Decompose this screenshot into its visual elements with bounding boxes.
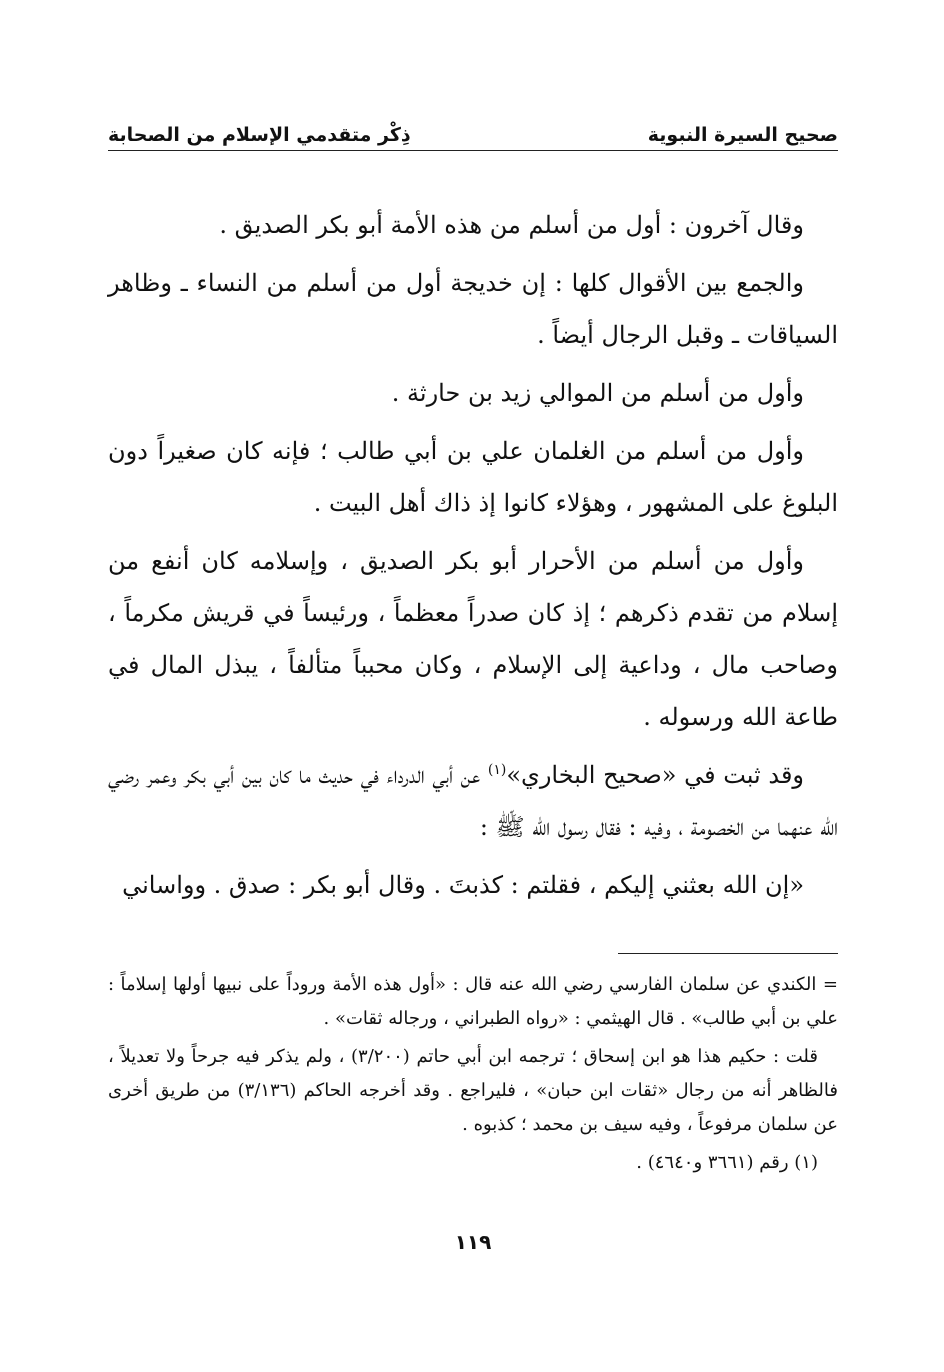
paragraph: وقال آخرون : أول من أسلم من هذه الأمة أبو بكر الصديق . (219, 211, 804, 239)
paragraph-text: وقد ثبت في «صحيح البخاري» (506, 761, 805, 789)
main-text (108, 199, 838, 911)
paragraph: والجمع بين الأقوال كلها : إن خديجة أول من أسلم من النساء ـ وظاهر السياقات ـ وقبل الرجال أيضاً . (108, 269, 838, 349)
book-page (108, 110, 838, 1270)
footnote-1: (١) رقم (٣٦٦١ و٤٦٤٠) . (636, 1152, 818, 1173)
paragraph: وأول من أسلم من الأحرار أبو بكر الصديق ، وإسلامه كان أنفع من إسلام من تقدم ذكرهم ؛ إذ كان صدراً معظماً ، ورئيساً في قريش مكرماً ، وصاحب مال ، وداعية إلى الإسلام ، وكان محبباً متألفاً ، يبذل المال في طاعة الله ورسوله . (108, 547, 838, 731)
paragraph-with-footnote (108, 749, 838, 853)
footnote-reference[interactable]: (١) (487, 762, 507, 778)
chapter-title: ذِكْر متقدمي الإسلام من الصحابة (108, 124, 411, 146)
running-header (108, 110, 838, 151)
paragraph-text: عن أبي الدرداء في حديث ما كان بين أبي بكر وعمر رضي الله عنهما من الخصومة ، وفيه : فقال رسول الله ﷺ : (108, 761, 838, 841)
paragraph: وأول من أسلم من الموالي زيد بن حارثة . (391, 379, 804, 407)
page-number: ١١٩ (454, 1230, 492, 1254)
footnotes (108, 968, 838, 1180)
footnote-separator (618, 953, 838, 954)
paragraph: «إن الله بعثني إليكم ، فقلتم : كذبتَ . وقال أبو بكر : صدق . وواساني (122, 871, 804, 899)
book-title: صحيح السيرة النبوية (647, 124, 838, 146)
paragraph: وأول من أسلم من الغلمان علي بن أبي طالب ؛ فإنه كان صغيراً دون البلوغ على المشهور ، وهؤلاء كانوا إذ ذاك أهل البيت . (108, 437, 838, 517)
footnote-separator-wrap (108, 917, 838, 968)
footnote-continuation: = الكندي عن سلمان الفارسي رضي الله عنه قال : «أول هذه الأمة وروداً على نبيها أولها إسلاماً : علي بن أبي طالب» . قال الهيثمي : «رواه الطبراني ، ورجاله ثقات» . (108, 974, 838, 1029)
footnote-comment: قلت : حكيم هذا هو ابن إسحاق ؛ ترجمه ابن أبي حاتم (٣/٢٠٠) ، ولم يذكر فيه جرحاً ولا تعديلاً ، فالظاهر أنه من رجال «ثقات ابن حبان» ، فليراجع . وقد أخرجه الحاكم (٣/١٣٦) من طريق أخرى عن سلمان مرفوعاً ، وفيه سيف بن محمد ؛ كذبوه . (108, 1046, 839, 1135)
